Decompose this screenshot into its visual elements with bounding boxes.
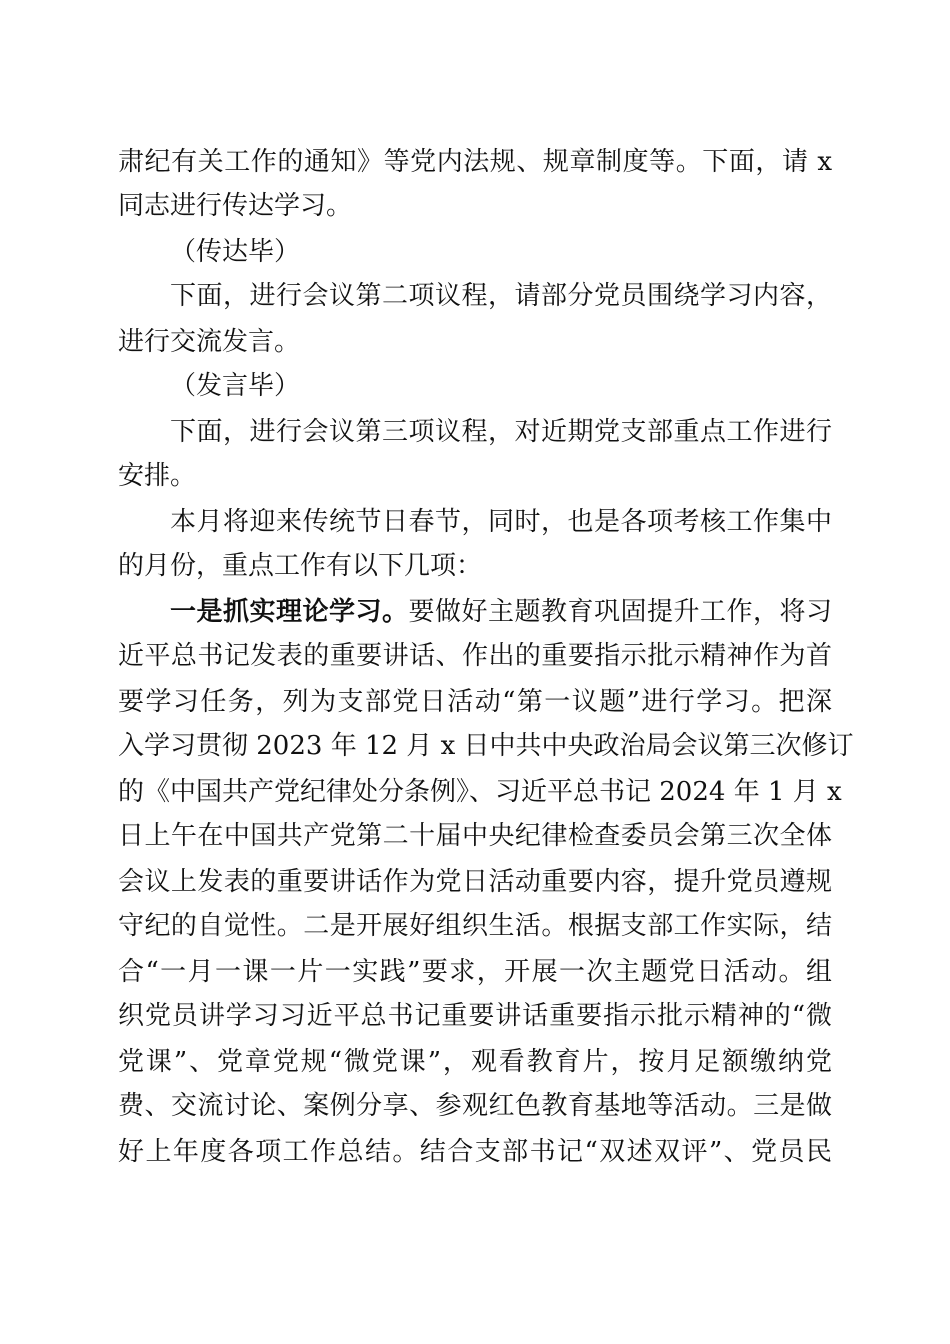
text-line-with-heading	[170, 590, 832, 634]
text-line: 近平总书记发表的重要讲话、作出的重要指示批示精神作为首	[118, 641, 832, 671]
text-line: 守纪的自觉性。二是开展好组织生活。根据支部工作实际，结	[118, 911, 832, 941]
text-line: 合“一月一课一片一实践”要求，开展一次主题党日活动。组	[118, 957, 832, 987]
text-line: 进行交流发言。	[118, 327, 301, 357]
text-line: 的《中国共产党纪律处分条例》、习近平总书记 2024 年 1 月 x	[118, 777, 842, 807]
text-line: 好上年度各项工作总结。结合支部书记“双述双评”、党员民	[118, 1137, 832, 1167]
text-line: （发言毕）	[170, 371, 301, 401]
text-line: 安排。	[118, 461, 197, 491]
text-line: 要学习任务，列为支部党日活动“第一议题”进行学习。把深	[118, 687, 832, 717]
text-line-rest: 要做好主题教育巩固提升工作，将习	[408, 597, 832, 627]
text-line: 会议上发表的重要讲话作为党日活动重要内容，提升党员遵规	[118, 867, 832, 897]
text-line: 本月将迎来传统节日春节，同时，也是各项考核工作集中	[170, 507, 832, 537]
text-line: 同志进行传达学习。	[118, 191, 353, 221]
text-line: 党课”、党章党规“微党课”，观看教育片，按月足额缴纳党	[118, 1047, 832, 1077]
text-line: 费、交流讨论、案例分享、参观红色教育基地等活动。三是做	[118, 1091, 832, 1121]
text-line: 入学习贯彻 2023 年 12 月 x 日中共中央政治局会议第三次修订	[118, 731, 854, 761]
text-line: （传达毕）	[170, 237, 301, 267]
text-line: 日上午在中国共产党第二十届中央纪律检查委员会第三次全体	[118, 821, 832, 851]
text-line: 的月份，重点工作有以下几项：	[118, 551, 483, 581]
bold-heading: 一是抓实理论学习。	[170, 597, 409, 627]
text-line: 织党员讲学习习近平总书记重要讲话重要指示批示精神的“微	[118, 1001, 832, 1031]
text-line: 下面，进行会议第三项议程，对近期党支部重点工作进行	[170, 417, 832, 447]
text-line: 肃纪有关工作的通知》等党内法规、规章制度等。下面，请 x	[118, 147, 832, 177]
text-line: 下面，进行会议第二项议程，请部分党员围绕学习内容，	[170, 281, 832, 311]
